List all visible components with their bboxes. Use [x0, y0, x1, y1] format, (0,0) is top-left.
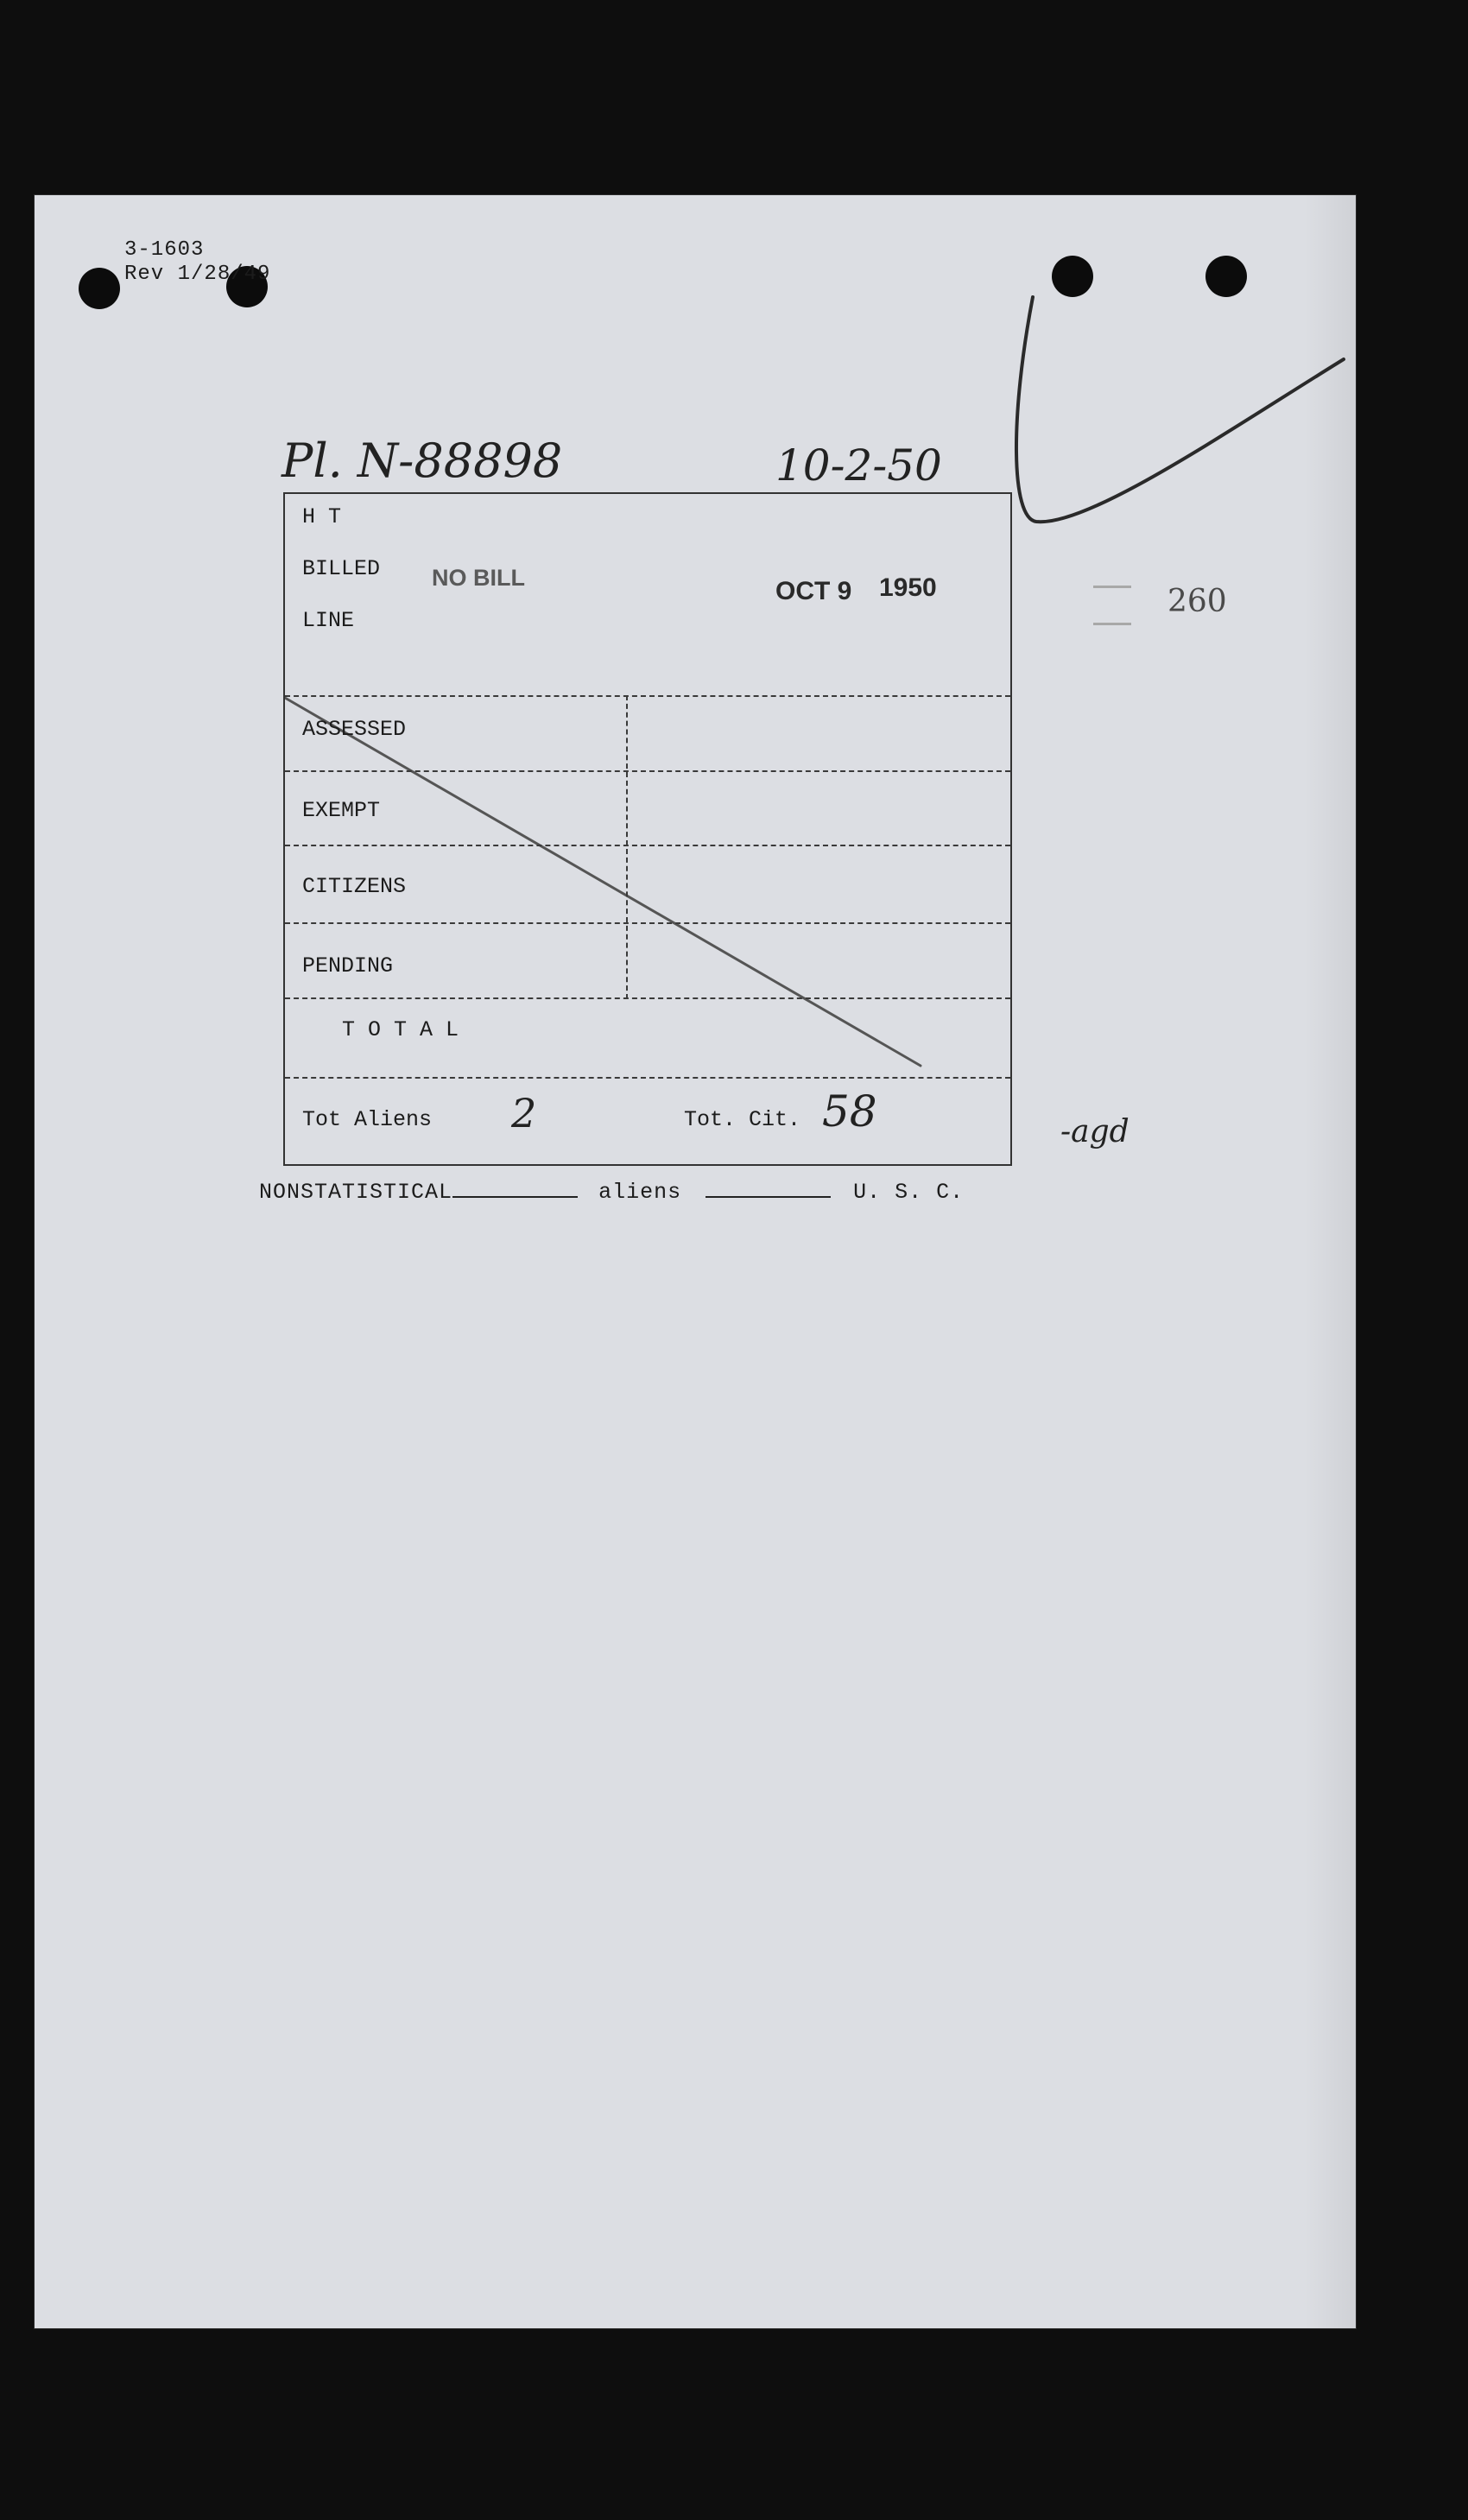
no-bill-stamp: NO BILL [432, 565, 525, 591]
divider-line [285, 997, 1010, 999]
initials-handwritten: -agd [1060, 1114, 1129, 1149]
number-stamp: 260 [1167, 584, 1227, 619]
divider-line [285, 922, 1010, 924]
nonstatistical-blank [452, 1196, 578, 1198]
divider-line [285, 770, 1010, 772]
tally-form-box [283, 492, 1012, 1166]
usc-label: U. S. C. [853, 1180, 965, 1205]
date-handwritten: 10-2-50 [775, 440, 942, 491]
pending-label: PENDING [302, 953, 394, 978]
form-revision: Rev 1/28/49 [124, 263, 271, 286]
citizens-count-handwritten: 58 [822, 1086, 877, 1137]
aliens-label: aliens [598, 1180, 682, 1205]
column-divider [626, 695, 628, 999]
billed-label: BILLED [302, 556, 381, 581]
citizens-label: CITIZENS [302, 874, 407, 899]
divider-line [285, 695, 1010, 697]
exempt-label: EXEMPT [302, 798, 381, 823]
line-label: LINE [302, 608, 355, 633]
ht-label: H T [302, 504, 342, 529]
assessed-label: ASSESSED [302, 717, 407, 742]
date-stamp-month-day: OCT 9 [775, 577, 852, 605]
tot-cit-label: Tot. Cit. [684, 1107, 801, 1132]
case-number-handwritten: Pl. N-88898 [282, 434, 563, 488]
date-stamp-year: 1950 [879, 573, 937, 602]
faint-stamp-marks [1093, 586, 1131, 625]
nonstatistical-label: NONSTATISTICAL [259, 1180, 453, 1205]
total-label: T O T A L [342, 1017, 459, 1042]
form-number: 3-1603 [124, 238, 205, 262]
tot-aliens-label: Tot Aliens [302, 1107, 433, 1132]
check-mark-stroke [1016, 297, 1344, 522]
divider-line [285, 845, 1010, 846]
divider-line [285, 1077, 1010, 1079]
aliens-blank [706, 1196, 831, 1198]
aliens-count-handwritten: 2 [511, 1090, 537, 1137]
nonstatistical-line [259, 1180, 964, 1205]
